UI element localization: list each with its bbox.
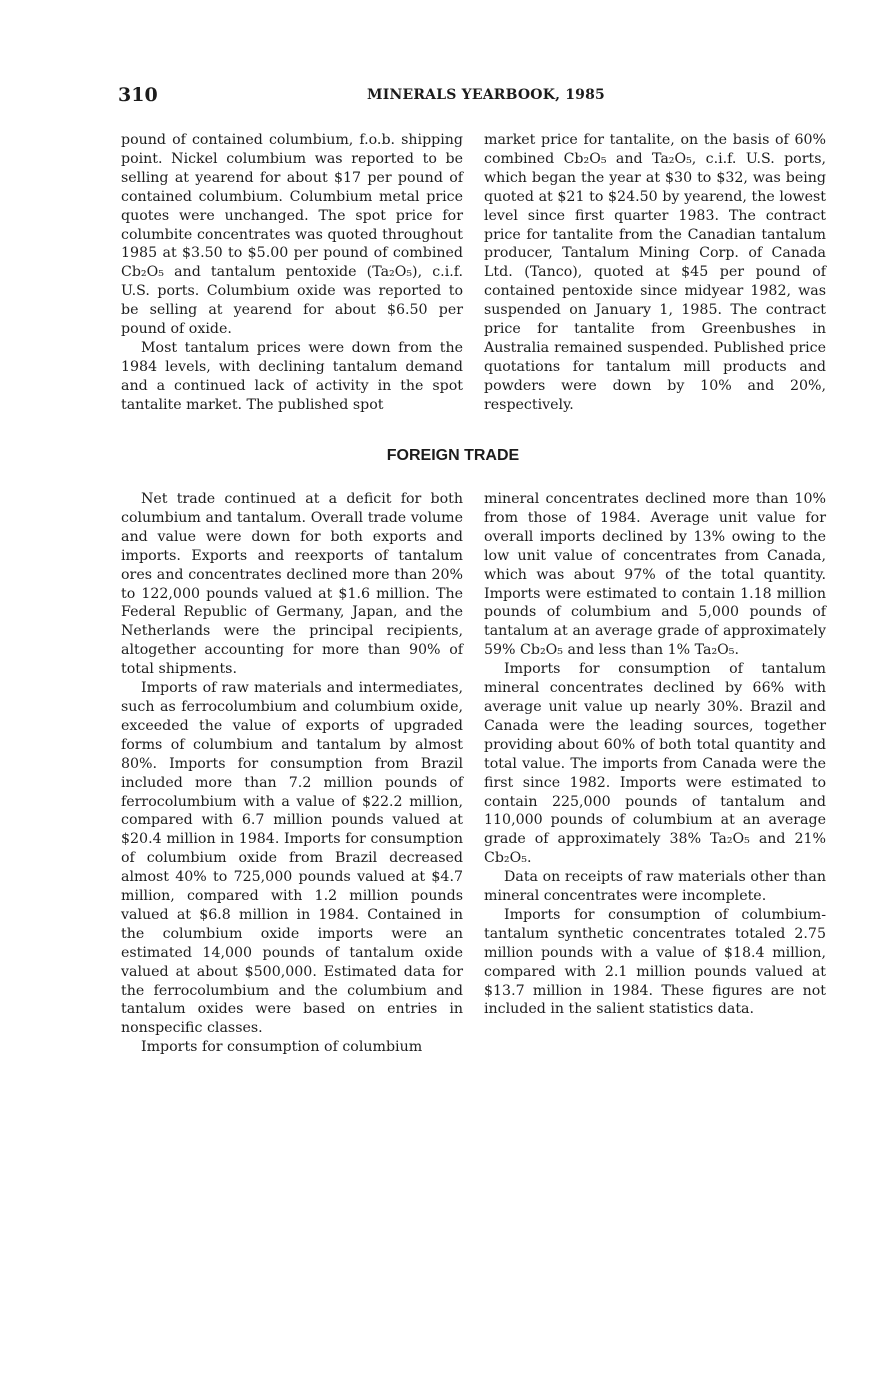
- paragraph: Imports of raw materials and intermediates, such as ferrocolumbium and columbium oxide, exceeded the value of exports of upgraded forms of columbium and tantalum by almost 80%. Imports for consumption from Brazil included more than 7.2 million pounds of ferrocolumbium with a value of $22.2 million, compared with 6.7 million pounds valued at $20.4 million in 1984. Imports for consumption of columbium oxide from Brazil decreased almost 40% to 725,000 pounds valued at $4.7 million, compared with 1.2 million pounds valued at $6.8 million in 1984. Contained in the columbium oxide imports were an estimated 14,000 pounds of tantalum oxide valued at about $500,000. Estimated data for the ferrocolumbium and the columbium and tantalum oxides were based on entries in nonspecific classes.: [121, 680, 463, 1037]
- paragraph: mineral concentrates declined more than 10% from those of 1984. Average unit value for overall imports declined by 13% owing to the low unit value of concentrates from Canada, which was about 97% of the total quantity. Imports were estimated to contain 1.18 million pounds of columbium and 5,000 pounds of tantalum at an average grade of approximately 59% Cb₂O₅ and less than 1% Ta₂O₅.: [484, 491, 826, 659]
- top-left-column: [121, 131, 463, 415]
- top-right-column: [484, 131, 826, 415]
- paragraph: market price for tantalite, on the basis of 60% combined Cb₂O₅ and Ta₂O₅, c.i.f. U.S. ports, which began the year at $30 to $32, was being quoted at $21 to $24.50 by yearend, the lowest level since first quarter 1983. The contract price for tantalite from the Canadian tantalum producer, Tantalum Mining Corp. of Canada Ltd. (Tanco), quoted at $45 per pound of contained pentoxide since midyear 1982, was suspended on January 1, 1985. The contract price for tantalite from Greenbushes in Australia remained suspended. Published price quotations for tantalum mill products and powders were down by 10% and 20%, respectively.: [484, 132, 826, 413]
- paragraph: Imports for consumption of columbium: [141, 1039, 423, 1056]
- foreign-trade-right-column: [484, 490, 826, 1019]
- page-header: [118, 84, 828, 108]
- foreign-trade-left-column: [121, 490, 463, 1057]
- paragraph: pound of contained columbium, f.o.b. shipping point. Nickel columbium was reported to be selling at yearend for about $17 per pound of contained columbium. Columbium metal price quotes were unchanged. The spot price for columbite concentrates was quoted throughout 1985 at $3.50 to $5.00 per pound of combined Cb₂O₅ and tantalum pentoxide (Ta₂O₅), c.i.f. U.S. ports. Columbium oxide was reported to be selling at yearend for about $6.50 per pound of oxide.: [121, 132, 463, 338]
- paragraph: Imports for consumption of columbium-tantalum synthetic concentrates totaled 2.75 million pounds with a value of $18.4 million, compared with 2.1 million pounds valued at $13.7 million in 1984. These figures are not included in the salient statistics data.: [484, 906, 826, 1018]
- paragraph: Most tantalum prices were down from the 1984 levels, with declining tantalum demand and a continued lack of activity in the spot tantalite market. The published spot: [121, 339, 463, 413]
- paragraph: Imports for consumption of tantalum mineral concentrates declined by 66% with average unit value up nearly 30%. Brazil and Canada were the leading sources, together providing about 60% of both total quantity and total value. The imports from Canada were the first since 1982. Imports were estimated to contain 225,000 pounds of tantalum and 110,000 pounds of columbium at an average grade of approximately 38% Ta₂O₅ and 21% Cb₂O₅.: [484, 661, 826, 867]
- page-number: 310: [118, 84, 158, 106]
- paragraph: Net trade continued at a deficit for both columbium and tantalum. Overall trade volume and value were down for both exports and imports. Exports and reexports of tantalum ores and concentrates declined more than 20% to 122,000 pounds valued at $1.6 million. The Federal Republic of Germany, Japan, and the Netherlands were the principal recipients, altogether accounting for more than 90% of total shipments.: [121, 491, 463, 678]
- section-heading-foreign-trade: FOREIGN TRADE: [386, 447, 520, 464]
- paragraph: Data on receipts of raw materials other than mineral concentrates were incomplete.: [484, 869, 826, 905]
- running-title: MINERALS YEARBOOK, 1985: [367, 87, 605, 103]
